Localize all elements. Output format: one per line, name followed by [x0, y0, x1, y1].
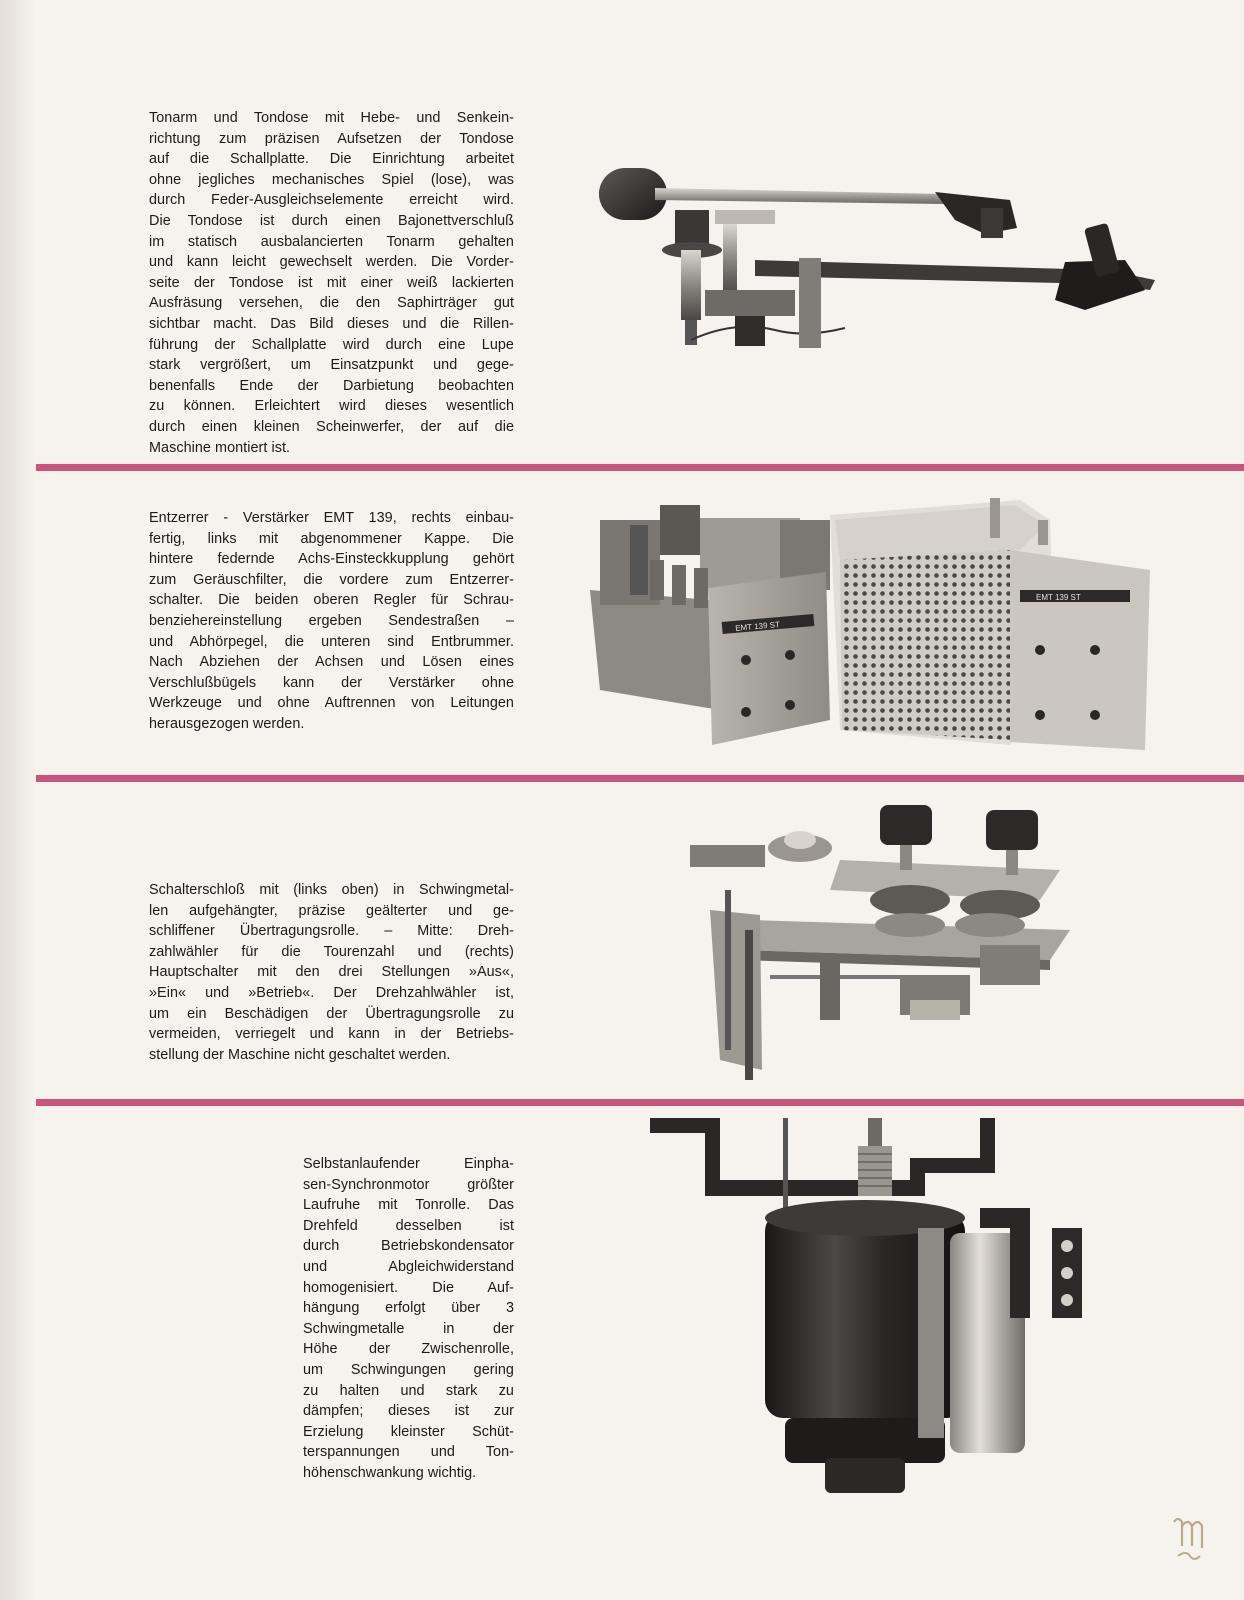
- amplifier-photo: [590, 490, 1150, 760]
- motor-photo: [650, 1118, 1090, 1503]
- switch-photo: [690, 800, 1090, 1085]
- text-line: im statisch ausbalancierten Tonarm gehalten: [149, 233, 514, 250]
- text-line: höhenschwankung wichtig.: [303, 1464, 477, 1481]
- section-divider: [36, 1099, 1244, 1106]
- amplifier-description: [149, 508, 514, 735]
- text-line: benenfalls Ende der Darbietung beobachten: [149, 377, 514, 394]
- text-line: um ein Beschädigen der Übertragungsrolle zu: [149, 1005, 514, 1022]
- text-line: vermeiden, verriegelt und kann in der Betriebs-: [149, 1026, 514, 1043]
- text-line: führung der Schallplatte wird durch eine Lupe: [149, 336, 514, 353]
- nameplate-right: EMT 139 ST: [1036, 593, 1081, 602]
- text-line: und kann leicht gewechselt werden. Die Vorder-: [149, 254, 514, 271]
- text-line: benziehereinstellung ergeben Sendestraßen –: [149, 612, 514, 629]
- text-line: Laufruhe mit Tonrolle. Das: [303, 1197, 514, 1214]
- text-line: Nach Abziehen der Achsen und Lösen eines: [149, 654, 514, 671]
- text-line: dämpfen; dieses ist zur: [303, 1403, 514, 1420]
- publisher-monogram-icon: [1168, 1512, 1208, 1568]
- text-line: Tonarm und Tondose mit Hebe- und Senkein-: [149, 110, 514, 126]
- text-line: Schwingmetalle in der: [303, 1320, 514, 1337]
- text-line: herausgezogen werden.: [149, 715, 305, 732]
- text-line: homogenisiert. Die Auf-: [303, 1279, 514, 1296]
- text-line: len aufgehängter, präzise geälterter und ge-: [149, 902, 514, 919]
- text-line: richtung zum präzisen Aufsetzen der Tondose: [149, 130, 514, 147]
- text-line: Maschine montiert ist.: [149, 439, 291, 456]
- text-line: Schalterschloß mit (links oben) in Schwingmetal-: [149, 882, 514, 898]
- text-line: Höhe der Zwischenrolle,: [303, 1341, 514, 1358]
- text-line: hintere federnde Achs-Einsteckkupplung gehört: [149, 551, 514, 568]
- text-line: und Abhörpegel, die unteren sind Entbrummer.: [149, 633, 514, 650]
- section-divider: [36, 464, 1244, 471]
- text-line: stellung der Maschine nicht geschaltet werden.: [149, 1046, 451, 1063]
- text-line: durch einen kleinen Scheinwerfer, der auf die: [149, 418, 514, 435]
- text-line: durch Feder-Ausgleichselemente erreicht wird.: [149, 192, 514, 209]
- tonearm-description: [149, 108, 514, 458]
- section-divider: [36, 775, 1244, 782]
- text-line: zu können. Erleichtert wird dieses wesentlich: [149, 398, 514, 415]
- text-line: Die Tondose ist durch einen Bajonettverschluß: [149, 212, 514, 229]
- text-line: Drehfeld desselben ist: [303, 1217, 514, 1234]
- text-line: Erzielung kleinster Schüt-: [303, 1423, 514, 1440]
- text-line: Verschlußbügels kann der Verstärker ohne: [149, 674, 514, 691]
- text-line: Werkzeuge und ohne Auftrennen von Leitungen: [149, 695, 514, 712]
- text-line: hängung erfolgt über 3: [303, 1300, 514, 1317]
- motor-description: [303, 1154, 514, 1484]
- text-line: schalter. Die beiden oberen Regler für Schrau-: [149, 592, 514, 609]
- text-line: sen-Synchronmotor größter: [303, 1176, 514, 1193]
- page-edge: [0, 0, 36, 1600]
- text-line: auf die Schallplatte. Die Einrichtung arbeitet: [149, 151, 514, 168]
- text-line: durch Betriebskondensator: [303, 1238, 514, 1255]
- switch-description: [149, 880, 514, 1065]
- text-line: Hauptschalter mit den drei Stellungen »Aus«,: [149, 964, 514, 981]
- text-line: zahlwähler für die Tourenzahl und (rechts): [149, 943, 514, 960]
- text-line: terspannungen und Ton-: [303, 1444, 514, 1461]
- text-line: Ausfräsung versehen, die den Saphirträger gut: [149, 295, 514, 312]
- text-line: sichtbar macht. Das Bild dieses und die Rillen-: [149, 315, 514, 332]
- text-line: um Schwingungen gering: [303, 1361, 514, 1378]
- text-line: schliffener Übertragungsrolle. – Mitte: Dreh-: [149, 923, 514, 940]
- text-line: »Ein« und »Betrieb«. Der Drehzahlwähler ist,: [149, 984, 514, 1001]
- nameplate-left: EMT 139 ST: [734, 619, 781, 633]
- text-line: Entzerrer - Verstärker EMT 139, rechts einbau-: [149, 510, 514, 526]
- text-line: zu halten und stark zu: [303, 1382, 514, 1399]
- tonearm-photo: [585, 150, 1170, 360]
- text-line: zum Geräuschfilter, die vordere zum Entzerrer-: [149, 571, 514, 588]
- text-line: fertig, links mit abgenommener Kappe. Die: [149, 530, 514, 547]
- text-line: stark vergrößert, um Einsatzpunkt und gege-: [149, 357, 514, 374]
- text-line: und Abgleichwiderstand: [303, 1258, 514, 1275]
- text-line: Selbstanlaufender Einpha-: [303, 1156, 514, 1172]
- text-line: ohne jegliches mechanisches Spiel (lose), was: [149, 171, 514, 188]
- text-line: seite der Tondose ist mit einer weiß lackierten: [149, 274, 514, 291]
